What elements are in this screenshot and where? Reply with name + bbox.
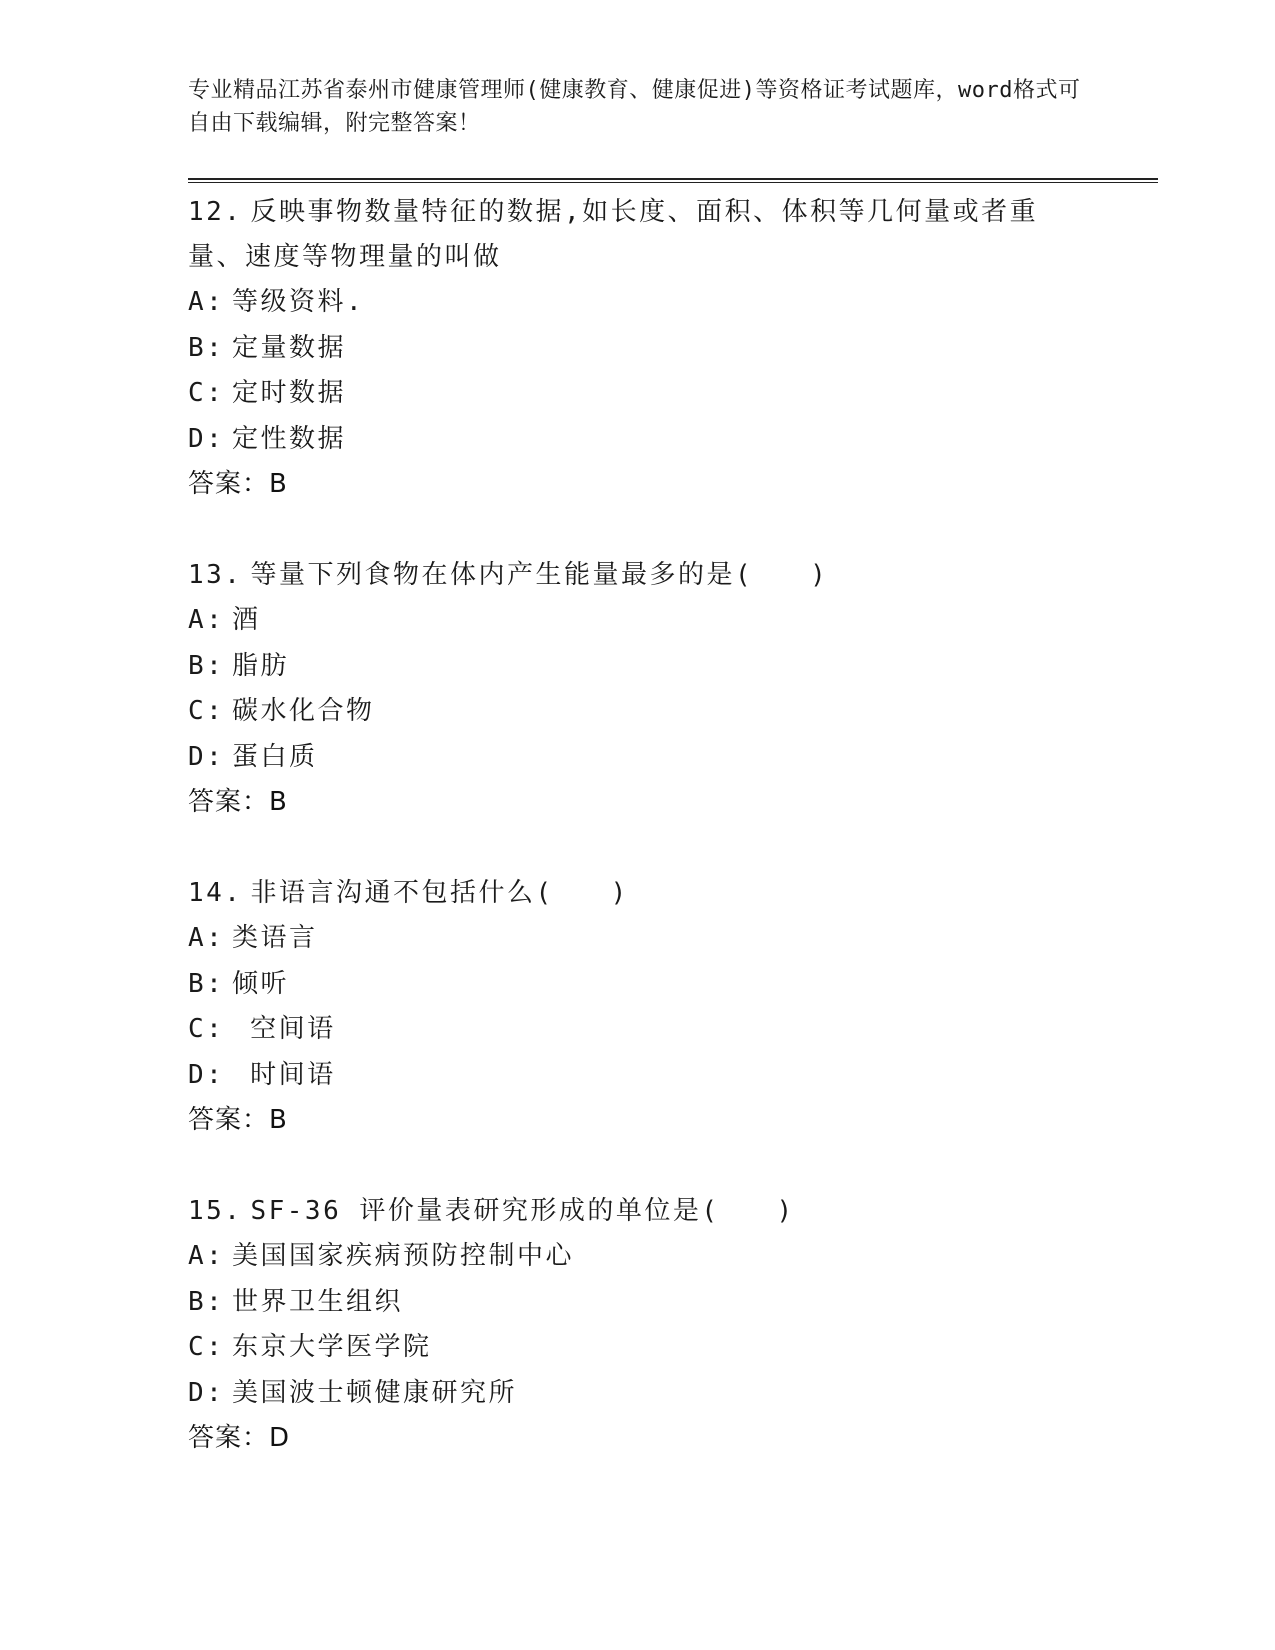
answer-label: 答案：B <box>188 787 288 817</box>
option-letter: B: <box>188 332 225 363</box>
question-text: SF-36 评价量表研究形成的单位是( ) <box>250 1196 795 1226</box>
question-text: 非语言沟通不包括什么( ) <box>250 878 629 908</box>
option-text: 定量数据 <box>232 332 347 363</box>
option-letter: B: <box>188 650 225 681</box>
answer-label: 答案：B <box>188 469 288 499</box>
option-letter: C: <box>188 378 225 408</box>
question-stem <box>188 190 1088 280</box>
option-letter: B: <box>188 1286 225 1317</box>
option-a <box>188 916 1158 962</box>
header-divider <box>188 178 1158 183</box>
option-d <box>188 1053 1158 1099</box>
option-text: 等级资料. <box>232 287 365 317</box>
question-13 <box>188 553 1158 825</box>
option-letter: D: <box>188 423 225 454</box>
option-text: 脂肪 <box>232 650 290 681</box>
option-d <box>188 1371 1158 1417</box>
option-a <box>188 598 1158 644</box>
question-text: 等量下列食物在体内产生能量最多的是( ) <box>250 560 829 590</box>
option-letter: D: <box>188 1377 225 1408</box>
option-text: 世界卫生组织 <box>232 1286 404 1317</box>
option-letter: D: <box>188 741 225 772</box>
option-text: 定性数据 <box>232 423 347 454</box>
option-letter: A: <box>188 605 225 635</box>
option-text: 东京大学医学院 <box>232 1332 432 1362</box>
option-text: 蛋白质 <box>232 741 318 772</box>
question-number: 12. <box>188 197 243 227</box>
option-letter: A: <box>188 923 225 953</box>
option-letter: C: <box>188 1332 225 1362</box>
option-b <box>188 962 1158 1008</box>
option-b <box>188 326 1158 372</box>
option-text: 倾听 <box>232 968 290 999</box>
option-letter: C: <box>188 696 225 726</box>
question-stem <box>188 1189 1088 1234</box>
option-d <box>188 417 1158 463</box>
question-stem <box>188 553 1088 598</box>
option-c <box>188 1007 1158 1053</box>
question-14 <box>188 871 1158 1143</box>
option-letter: B: <box>188 968 225 999</box>
option-a <box>188 1234 1158 1280</box>
question-stem <box>188 871 1088 916</box>
question-number: 14. <box>188 878 243 908</box>
option-letter: C: <box>188 1014 225 1044</box>
option-c <box>188 371 1158 417</box>
question-text: 反映事物数量特征的数据,如长度、面积、体积等几何量或者重量、速度等物理量的叫做 <box>188 197 1039 272</box>
question-list <box>188 190 1158 1507</box>
document-page <box>188 0 1158 1650</box>
option-d <box>188 735 1158 781</box>
option-a <box>188 280 1158 326</box>
option-b <box>188 644 1158 690</box>
option-text: 定时数据 <box>232 378 347 408</box>
answer-label: 答案：B <box>188 1105 288 1135</box>
option-text: 碳水化合物 <box>232 696 375 726</box>
header-note: 专业精品江苏省泰州市健康管理师(健康教育、健康促进)等资格证考试题库，word格式可自由下载编辑，附完整答案！ <box>188 78 1081 136</box>
option-c <box>188 1325 1158 1371</box>
question-15 <box>188 1189 1158 1461</box>
option-text: 空间语 <box>232 1014 336 1044</box>
option-letter: D: <box>188 1059 225 1090</box>
question-12 <box>188 190 1158 507</box>
option-c <box>188 689 1158 735</box>
question-number: 15. <box>188 1196 243 1226</box>
option-text: 美国波士顿健康研究所 <box>232 1377 518 1408</box>
question-number: 13. <box>188 560 243 590</box>
option-b <box>188 1280 1158 1326</box>
option-text: 酒 <box>232 605 261 635</box>
option-text: 美国国家疾病预防控制中心 <box>232 1241 575 1271</box>
option-text: 类语言 <box>232 923 318 953</box>
option-text: 时间语 <box>232 1059 336 1090</box>
option-letter: A: <box>188 287 225 317</box>
option-letter: A: <box>188 1241 225 1271</box>
answer-label: 答案：D <box>188 1423 291 1453</box>
